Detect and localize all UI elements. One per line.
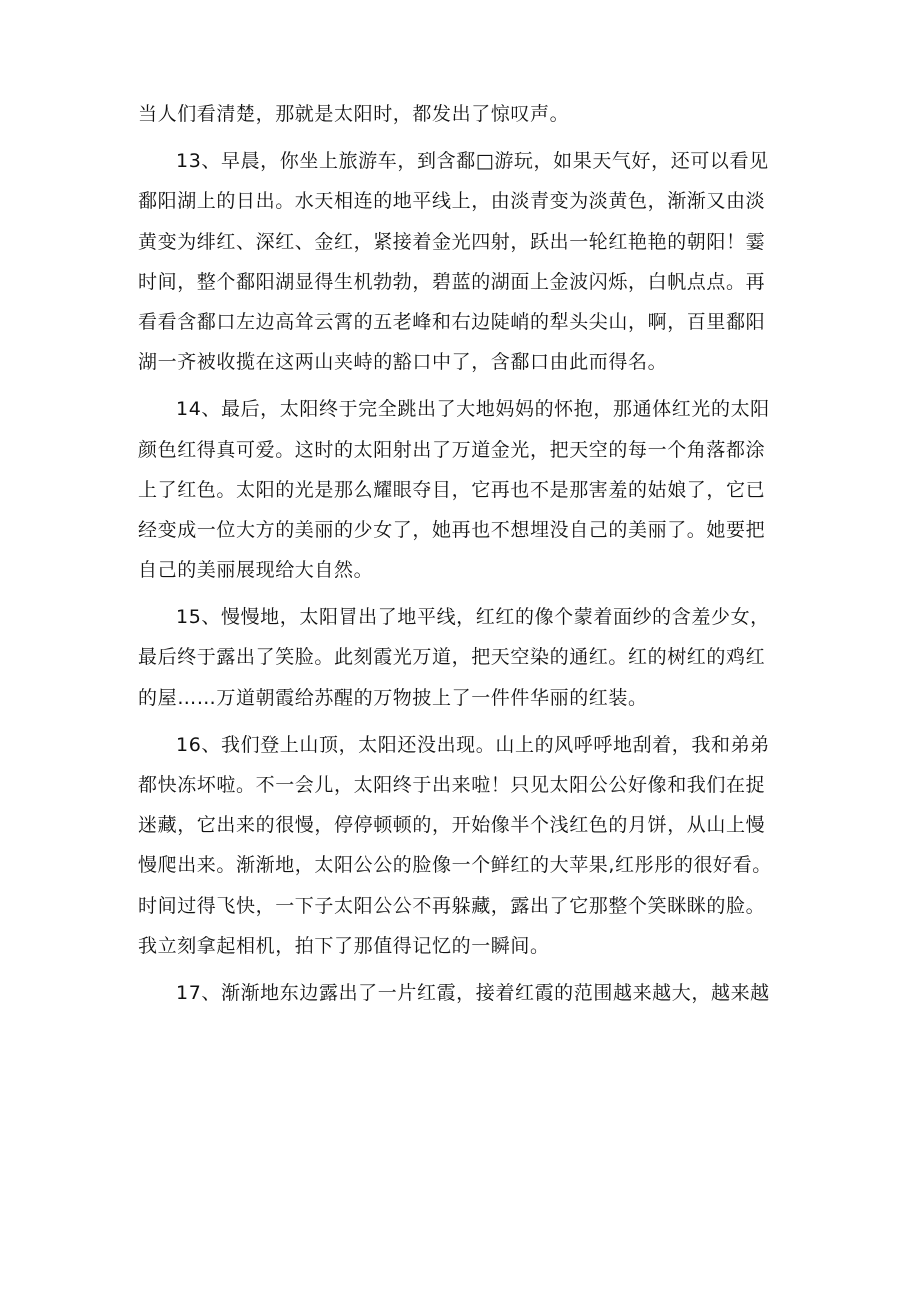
text-line: 慢爬出来。渐渐地，太阳公公的脸像一个鲜红的大苹果,红彤彤的很好看。 [138, 854, 772, 877]
text-line: 16、我们登上山顶，太阳还没出现。山上的风呼呼地刮着，我和弟弟 [176, 733, 770, 756]
text-line: 我立刻拿起相机，拍下了那值得记忆的一瞬间。 [138, 934, 550, 957]
text-line: 15、慢慢地，太阳冒出了地平线，红红的像个蒙着面纱的含羞少女， [176, 606, 770, 629]
text-line: 17、渐渐地东边露出了一片红霞，接着红霞的范围越来越大，越来越 [176, 981, 770, 1004]
text-line: 都快冻坏啦。不一会儿，太阳终于出来啦！只见太阳公公好像和我们在捉 [138, 774, 766, 796]
text-line: 黄变为绯红、深红、金红，紧接着金光四射，跃出一轮红艳艳的朝阳！霎 [138, 230, 766, 253]
text-line: 14、最后，太阳终于完全跳出了大地妈妈的怀抱，那通体红光的太阳 [176, 398, 770, 421]
text-line: 迷藏，它出来的很慢，停停顿顿的，开始像半个浅红色的月饼，从山上慢 [138, 814, 766, 837]
paragraph-13 [138, 141, 798, 382]
text-line: 当人们看清楚，那就是太阳时，都发出了惊叹声。 [138, 103, 570, 125]
text-line: 13、早晨，你坐上旅游车，到含鄱□游玩，如果天气好，还可以看见 [176, 150, 769, 173]
text-line: 的屋……万道朝霞给苏醒的万物披上了一件件华丽的红装。 [138, 686, 648, 709]
text-line: 时间过得飞快，一下子太阳公公不再躲藏，露出了它那整个笑眯眯的脸。 [138, 894, 766, 917]
text-line: 鄱阳湖上的日出。水天相连的地平线上，由淡青变为淡黄色，渐渐又由淡 [138, 190, 766, 213]
text-line: 看看含鄱口左边高耸云霄的五老峰和右边陡峭的犁头尖山，啊，百里鄱阳 [138, 310, 766, 333]
text-line: 经变成一位大方的美丽的少女了，她再也不想埋没自己的美丽了。她要把 [138, 518, 766, 541]
text-line: 颜色红得真可爱。这时的太阳射出了万道金光，把天空的每一个角落都涂 [138, 438, 766, 461]
paragraph-15 [138, 597, 798, 718]
text-line: 湖一齐被收揽在这两山夹峙的豁口中了，含鄱口由此而得名。 [138, 351, 668, 374]
text-line: 上了红色。太阳的光是那么耀眼夺目，它再也不是那害羞的姑娘了，它已 [138, 478, 766, 501]
text-line: 自己的美丽展现给大自然。 [138, 559, 374, 582]
paragraph-17 [138, 973, 798, 1013]
document-body [138, 94, 798, 1013]
text-line: 最后终于露出了笑脸。此刻霞光万道，把天空染的通红。红的树红的鸡红 [138, 646, 766, 669]
text-line: 时间，整个鄱阳湖显得生机勃勃，碧蓝的湖面上金波闪烁，白帆点点。再 [138, 270, 766, 293]
paragraph [138, 94, 798, 134]
paragraph-14 [138, 389, 798, 590]
paragraph-16 [138, 725, 798, 966]
